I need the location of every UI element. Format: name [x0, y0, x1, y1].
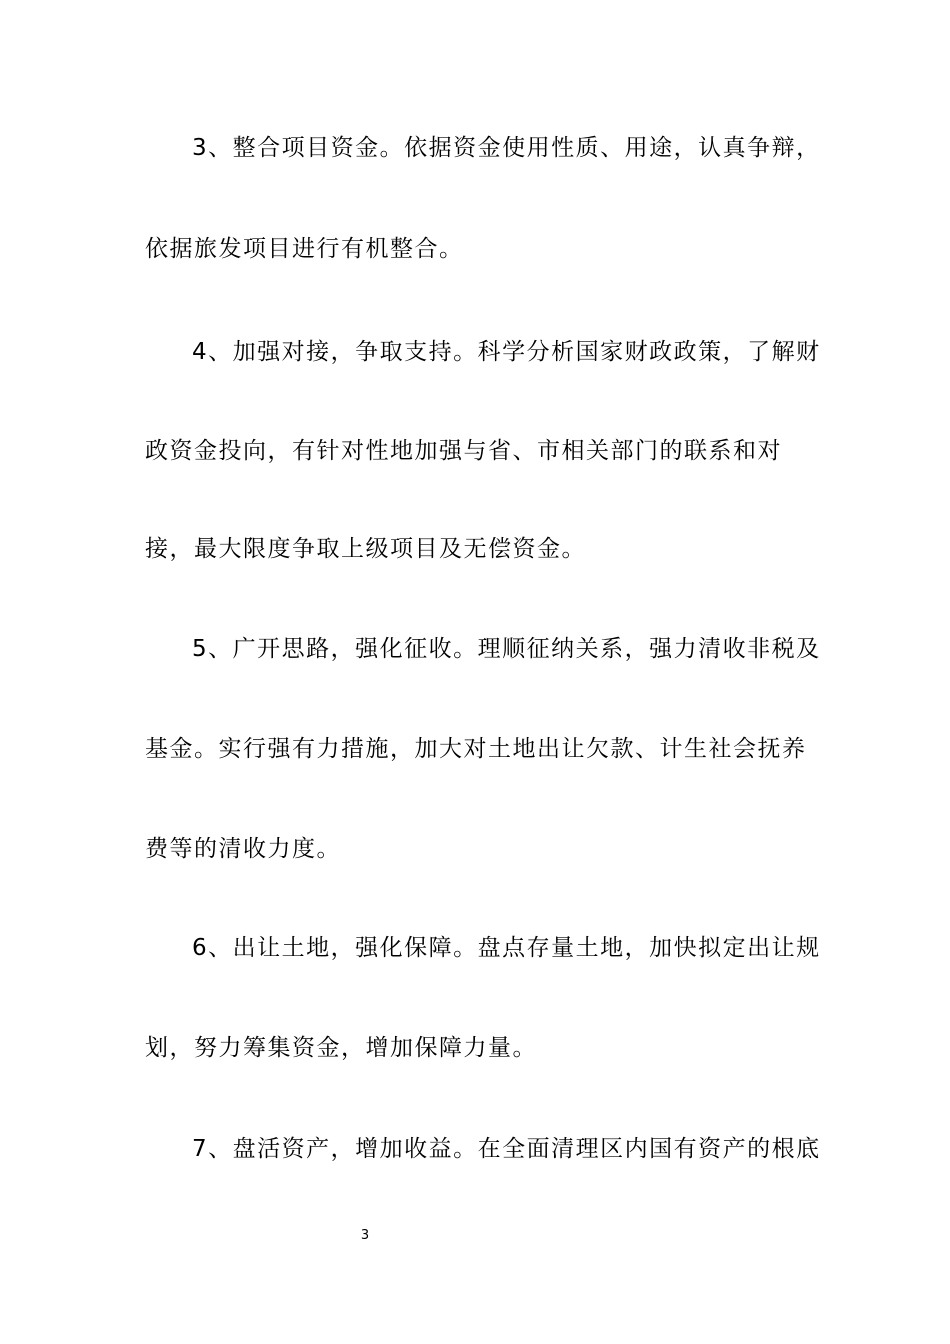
paragraph-6-line-2: 划，努力筹集资金，增加保障力量。 — [145, 1035, 537, 1061]
paragraph-4-line-3: 接，最大限度争取上级项目及无偿资金。 — [145, 536, 586, 562]
paragraph-7-line-1: 7、盘活资产，增加收益。在全面清理区内国有资产的根底 — [192, 1136, 821, 1162]
paragraph-3-line-1: 3、整合项目资金。依据资金使用性质、用途，认真争辩， — [192, 135, 821, 161]
paragraph-5-line-1: 5、广开思路，强化征收。理顺征纳关系，强力清收非税及 — [192, 636, 821, 662]
paragraph-5-line-3: 费等的清收力度。 — [145, 836, 341, 862]
paragraph-5-line-2: 基金。实行强有力措施，加大对土地出让欠款、计生社会抚养 — [145, 736, 807, 762]
paragraph-4-line-1: 4、加强对接，争取支持。科学分析国家财政政策，了解财 — [192, 339, 821, 365]
paragraph-6-line-1: 6、出让土地，强化保障。盘点存量土地，加快拟定出让规 — [192, 935, 821, 961]
paragraph-4-line-2: 政资金投向，有针对性地加强与省、市相关部门的联系和对 — [145, 438, 782, 464]
paragraph-3-line-2: 依据旅发项目进行有机整合。 — [145, 236, 464, 262]
page-number: 3 — [360, 1228, 370, 1243]
